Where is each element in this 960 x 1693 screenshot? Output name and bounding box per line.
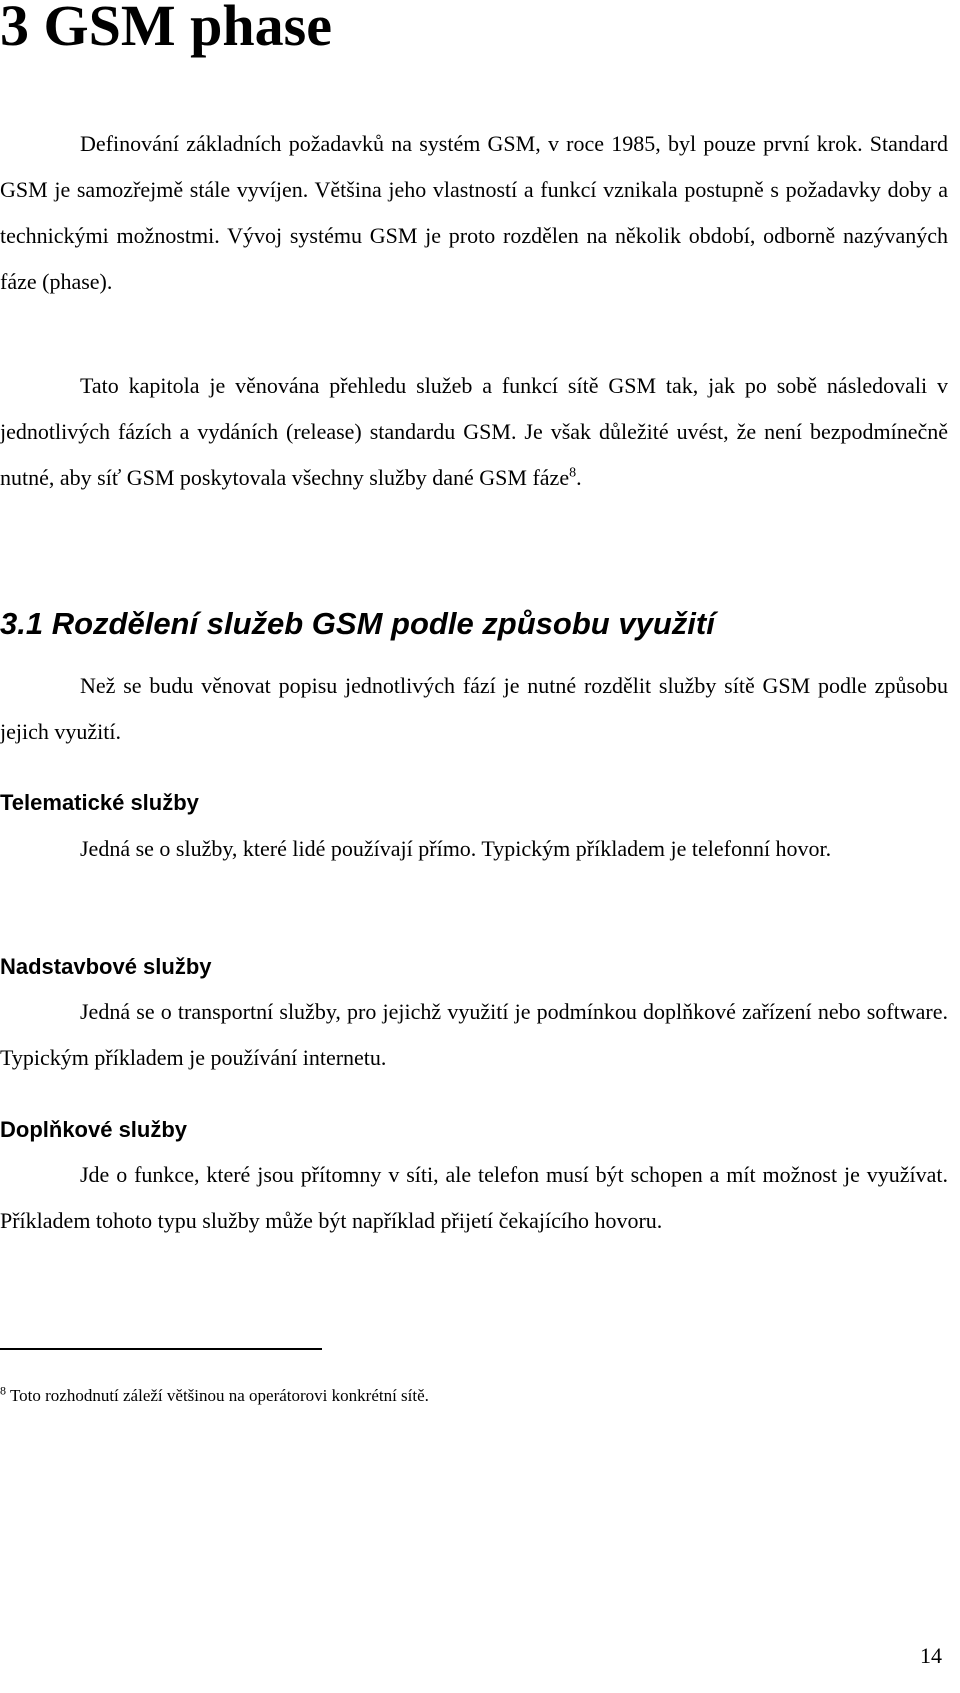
page-number: 14 — [920, 1643, 942, 1668]
footnote-text: Toto rozhodnutí záleží většinou na operátorovi konkrétní sítě. — [6, 1386, 429, 1405]
footnote-number: 8 — [0, 1383, 6, 1398]
bearer-services-heading: Nadstavbové služby — [0, 954, 212, 979]
bearer-services-paragraph: Jedná se o transportní služby, pro jejichž využití je podmínkou doplňkové zařízení nebo software. Typickým příkladem je používání internetu. — [0, 999, 948, 1070]
telematic-services-paragraph: Jedná se o služby, které lidé používají přímo. Typickým příkladem je telefonní hovor. — [80, 836, 832, 861]
intro-paragraph-1: Definování základních požadavků na systém GSM, v roce 1985, byl pouze první krok. Standard GSM je samozřejmě stále vyvíjen. Většina jeho vlastností a funkcí vznikala postupně s požadavky doby a technickými možnostmi. Vývoj systému GSM je proto rozdělen na několik období, odborně nazývaných fáze (phase). — [0, 131, 948, 294]
section-heading-3-1: 3.1 Rozdělení služeb GSM podle způsobu využití — [0, 606, 715, 641]
supplementary-services-heading: Doplňkové služby — [0, 1117, 188, 1142]
footnote — [0, 1382, 429, 1410]
intro-paragraph-2-text: Tato kapitola je věnována přehledu služeb a funkcí sítě GSM tak, jak po sobě následovali v jednotlivých fázích a vydáních (release) standardu GSM. Je však důležité uvést, že není bezpodmínečně nutné, aby síť GSM poskytovala všechny služby dané GSM fáze — [0, 373, 948, 490]
supplementary-services-paragraph: Jde o funkce, které jsou přítomny v síti, ale telefon musí být schopen a mít možnost je využívat. Příkladem tohoto typu služby může být například přijetí čekajícího hovoru. — [0, 1162, 948, 1233]
telematic-services-heading: Telematické služby — [0, 790, 199, 815]
chapter-title: 3 GSM phase — [0, 0, 332, 58]
intro-paragraph-2-end: . — [576, 465, 582, 490]
footnote-reference: 8 — [569, 465, 577, 481]
footnote-separator — [0, 1348, 322, 1350]
intro-paragraph-2 — [0, 363, 948, 501]
section-3-1-paragraph: Než se budu věnovat popisu jednotlivých fází je nutné rozdělit služby sítě GSM podle způsobu jejich využití. — [0, 673, 948, 744]
